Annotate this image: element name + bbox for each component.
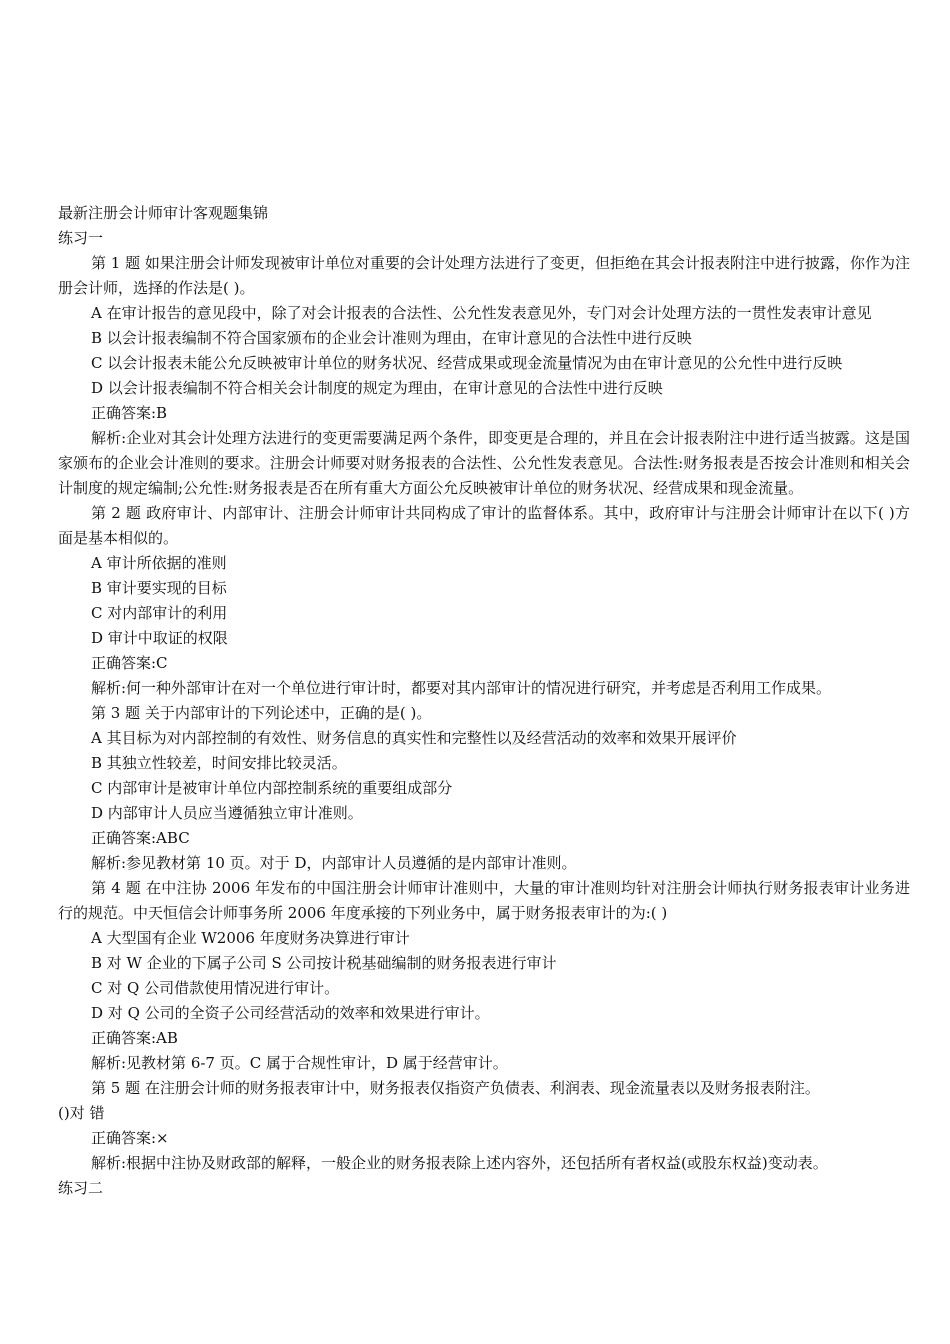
question-2-option-b: B 审计要实现的目标 xyxy=(91,579,227,597)
question-2-option-c: C 对内部审计的利用 xyxy=(91,604,228,622)
document-title: 最新注册会计师审计客观题集锦 xyxy=(58,204,269,222)
question-2-option-a: A 审计所依据的准则 xyxy=(91,554,227,572)
question-4-stem: 第 4 题 在中注协 2006 年发布的中国注册会计师审计准则中，大量的审计准则均针对注册会计师执行财务报表审计业务进行的规范。中天恒信会计师事务所 2006 年度承接的下列业务中，属于财务报表审计的为:( ) xyxy=(58,879,910,922)
question-1-option-d: D 以会计报表编制不符合相关会计制度的规定为理由，在审计意见的合法性中进行反映 xyxy=(91,379,663,397)
question-1-answer: 正确答案:B xyxy=(91,404,168,422)
question-3-option-b: B 其独立性较差，时间安排比较灵活。 xyxy=(91,754,347,772)
question-4-analysis: 解析:见教材第 6-7 页。C 属于合规性审计，D 属于经营审计。 xyxy=(91,1054,508,1072)
question-1-analysis: 解析:企业对其会计处理方法进行的变更需要满足两个条件，即变更是合理的，并且在会计报表附注中进行适当披露。这是国家颁布的企业会计准则的要求。注册会计师要对财务报表的合法性、公允性发表意见。合法性:财务报表是否按会计准则和相关会计制度的规定编制;公允性:财务报表是否在所有重大方面公允反映被审计单位的财务状况、经营成果和现金流量。 xyxy=(58,429,910,497)
question-1-option-a: A 在审计报告的意见段中，除了对会计报表的合法性、公允性发表意见外，专门对会计处理方法的一贯性发表审计意见 xyxy=(91,304,872,322)
question-4-option-b: B 对 W 企业的下属子公司 S 公司按计税基础编制的财务报表进行审计 xyxy=(91,954,557,972)
question-2-answer: 正确答案:C xyxy=(91,654,168,672)
question-5-true-false: ()对 错 xyxy=(58,1104,105,1122)
section-heading-1: 练习一 xyxy=(58,229,104,247)
question-1-option-c: C 以会计报表未能公允反映被审计单位的财务状况、经营成果或现金流量情况为由在审计意见的公允性中进行反映 xyxy=(91,354,843,372)
question-2-stem: 第 2 题 政府审计、内部审计、注册会计师审计共同构成了审计的监督体系。其中，政府审计与注册会计师审计在以下( )方面是基本相似的。 xyxy=(58,504,910,547)
question-5-analysis: 解析:根据中注协及财政部的解释，一般企业的财务报表除上述内容外，还包括所有者权益(或股东权益)变动表。 xyxy=(91,1154,828,1172)
question-5-stem: 第 5 题 在注册会计师的财务报表审计中，财务报表仅指资产负债表、利润表、现金流量表以及财务报表附注。 xyxy=(91,1079,820,1097)
question-3-analysis: 解析:参见教材第 10 页。对于 D，内部审计人员遵循的是内部审计准则。 xyxy=(91,854,577,872)
document-body xyxy=(58,201,910,1201)
question-3-answer: 正确答案:ABC xyxy=(91,829,190,847)
question-1-option-b: B 以会计报表编制不符合国家颁布的企业会计准则为理由，在审计意见的合法性中进行反映 xyxy=(91,329,692,347)
question-4-option-c: C 对 Q 公司借款使用情况进行审计。 xyxy=(91,979,340,997)
question-3-option-c: C 内部审计是被审计单位内部控制系统的重要组成部分 xyxy=(91,779,453,797)
question-3-stem: 第 3 题 关于内部审计的下列论述中，正确的是( )。 xyxy=(91,704,432,722)
question-5-answer: 正确答案:× xyxy=(91,1129,169,1147)
question-2-analysis: 解析:何一种外部审计在对一个单位进行审计时，都要对其内部审计的情况进行研究，并考虑是否利用工作成果。 xyxy=(91,679,832,697)
question-2-option-d: D 审计中取证的权限 xyxy=(91,629,228,647)
question-1-stem: 第 1 题 如果注册会计师发现被审计单位对重要的会计处理方法进行了变更，但拒绝在其会计报表附注中进行披露，你作为注册会计师，选择的作法是( )。 xyxy=(58,254,910,297)
question-4-option-d: D 对 Q 公司的全资子公司经营活动的效率和效果进行审计。 xyxy=(91,1004,490,1022)
question-3-option-d: D 内部审计人员应当遵循独立审计准则。 xyxy=(91,804,363,822)
question-4-option-a: A 大型国有企业 W2006 年度财务决算进行审计 xyxy=(91,929,410,947)
question-3-option-a: A 其目标为对内部控制的有效性、财务信息的真实性和完整性以及经营活动的效率和效果开展评价 xyxy=(91,729,737,747)
section-heading-2: 练习二 xyxy=(58,1179,104,1197)
question-4-answer: 正确答案:AB xyxy=(91,1029,178,1047)
